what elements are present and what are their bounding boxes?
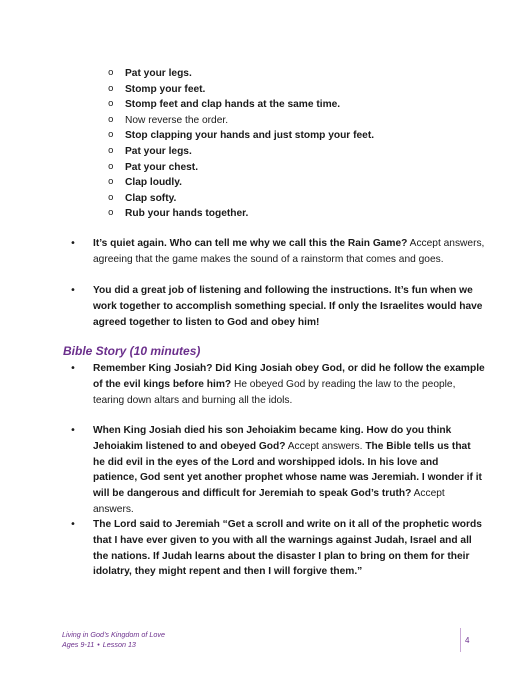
circle-bullet-icon: o bbox=[108, 99, 114, 110]
circle-bullet-icon: o bbox=[108, 68, 114, 78]
sub-list-item: o Clap softy. bbox=[108, 191, 498, 207]
circle-bullet-icon: o bbox=[108, 145, 114, 156]
bullet-icon: • bbox=[70, 425, 76, 436]
circle-bullet-icon: o bbox=[108, 177, 114, 188]
sub-list-item: o Pat your legs. bbox=[108, 144, 498, 160]
page-number-divider bbox=[460, 628, 461, 652]
sub-list-item: o Rub your hands together. bbox=[108, 206, 498, 222]
bullet-great-job: • You did a great job of listening and following the instructions. It’s fun when we work together to accomplish something special. If only the Israelites would have agreed together to listen to God and obey him! bbox=[70, 285, 483, 328]
bullet-icon: • bbox=[70, 519, 76, 530]
sub-list-item: o Pat your chest. bbox=[108, 160, 498, 176]
bullet-rain-game: • It’s quiet again. Who can tell me why we call this the Rain Game? Accept answers, agreeing that the game makes the sound of a rainstorm that comes and goes. bbox=[70, 238, 485, 265]
bullet-jeremiah-scroll: • The Lord said to Jeremiah “Get a scroll and write on it all of the prophetic words that I have ever given to you with all the warnings against Judah, Israel and all the nations. If Judah learns about the disaster I plan to bring on them for their idolatry, they might repent and then I will forgive them.” bbox=[70, 519, 482, 578]
bullet-king-josiah: • Remember King Josiah? Did King Josiah obey God, or did he follow the example of the evil kings before him? He obeyed God by reading the law to the people, tearing down altars and burning all the idols. bbox=[70, 363, 485, 406]
sub-list-item: o Pat your legs. bbox=[108, 66, 498, 82]
footer-title: Living in God’s Kingdom of Love bbox=[62, 630, 165, 639]
bullet-icon: • bbox=[70, 238, 76, 249]
sub-list bbox=[108, 66, 498, 222]
circle-bullet-icon: o bbox=[108, 192, 114, 203]
sub-list-item: o Stop clapping your hands and just stomp your feet. bbox=[108, 128, 498, 144]
page-number: 4 bbox=[465, 636, 470, 645]
page-footer bbox=[62, 630, 165, 650]
sub-list-item: o Clap loudly. bbox=[108, 175, 498, 191]
circle-bullet-icon: o bbox=[108, 114, 114, 125]
footer-lesson-line: Ages 9-11 • Lesson 13 bbox=[62, 640, 136, 649]
circle-bullet-icon: o bbox=[108, 161, 114, 172]
sub-list-item: o Stomp your feet. bbox=[108, 82, 498, 98]
sub-list-item: o Now reverse the order. bbox=[108, 113, 498, 129]
section-heading: Bible Story (10 minutes) bbox=[63, 344, 201, 358]
circle-bullet-icon: o bbox=[108, 83, 114, 94]
bullet-icon: • bbox=[70, 363, 76, 374]
circle-bullet-icon: o bbox=[108, 208, 114, 219]
bullet-jehoiakim: • When King Josiah died his son Jehoiakim became king. How do you think Jehoiakim listened to and obeyed God? Accept answers. The Bible tells us that he did evil in the eyes of the Lord and worshipped idols. In his love and patience, God sent yet another prophet whose name was Jeremiah. I wonder if it will be dangerous and difficult for Jeremiah to speak God’s truth? Accept answers. bbox=[70, 425, 482, 515]
bullet-icon: • bbox=[70, 285, 76, 296]
sub-list-item: o Stomp feet and clap hands at the same time. bbox=[108, 97, 498, 113]
circle-bullet-icon: o bbox=[108, 130, 114, 141]
